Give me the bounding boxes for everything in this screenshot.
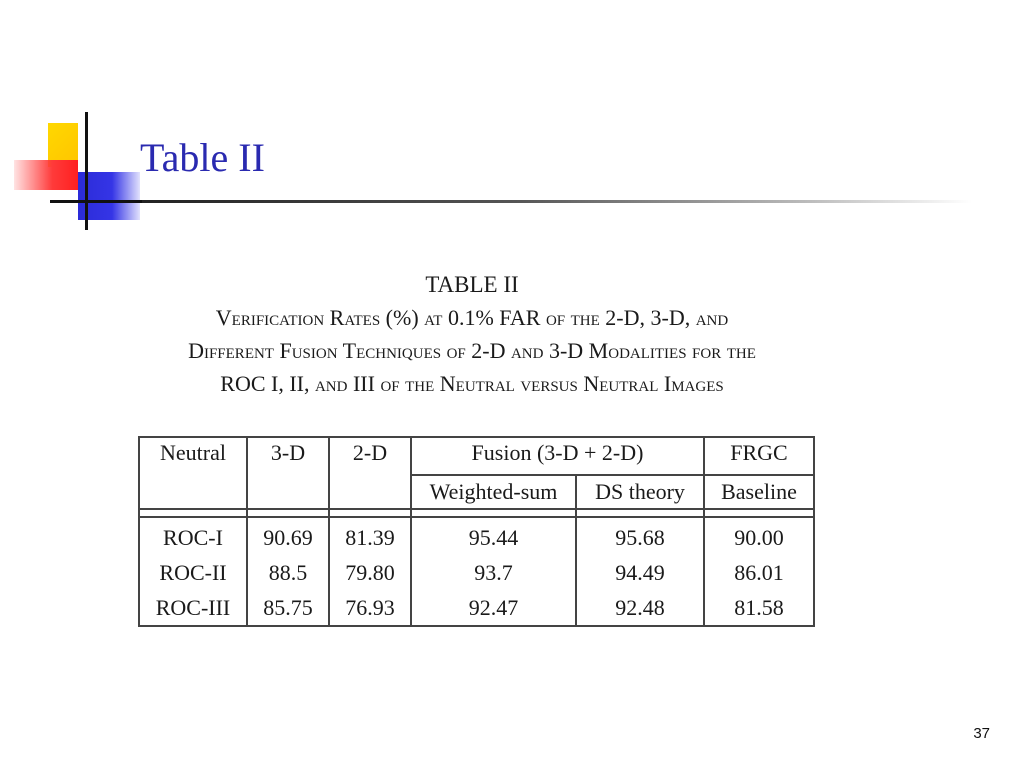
cell-ds-theory: 95.68 xyxy=(576,517,704,555)
header-2d: 2-D xyxy=(329,437,411,509)
row-label: ROC-I xyxy=(139,517,247,555)
cell-ds-theory: 92.48 xyxy=(576,590,704,626)
cell-3d: 88.5 xyxy=(247,555,329,590)
page-number: 37 xyxy=(973,725,990,742)
verification-rates-table xyxy=(138,436,815,627)
title-underline-rule xyxy=(142,200,972,203)
slide-logo-decoration xyxy=(0,0,150,240)
cell-baseline: 81.58 xyxy=(704,590,814,626)
row-label: ROC-II xyxy=(139,555,247,590)
cell-3d: 90.69 xyxy=(247,517,329,555)
table-row xyxy=(139,590,814,626)
header-3d: 3-D xyxy=(247,437,329,509)
header-baseline: Baseline xyxy=(704,475,814,509)
table-row xyxy=(139,555,814,590)
slide-title: Table II xyxy=(140,135,265,180)
cell-3d: 85.75 xyxy=(247,590,329,626)
cell-baseline: 86.01 xyxy=(704,555,814,590)
table-caption xyxy=(120,268,824,400)
table-header-gap xyxy=(139,509,814,517)
cell-2d: 76.93 xyxy=(329,590,411,626)
table-row xyxy=(139,517,814,555)
logo-vertical-line xyxy=(85,112,88,230)
cell-weighted-sum: 92.47 xyxy=(411,590,576,626)
cell-weighted-sum: 95.44 xyxy=(411,517,576,555)
cell-weighted-sum: 93.7 xyxy=(411,555,576,590)
logo-horizontal-line xyxy=(50,200,142,203)
table-caption-heading: TABLE II xyxy=(425,272,519,297)
table-caption-line-3: ROC I, II, and III of the Neutral versus Neutral Images xyxy=(220,371,724,396)
header-fusion: Fusion (3-D + 2-D) xyxy=(411,437,704,475)
header-ds-theory: DS theory xyxy=(576,475,704,509)
header-neutral: Neutral xyxy=(139,437,247,509)
table-header-row-1 xyxy=(139,437,814,475)
table-caption-line-2: Different Fusion Techniques of 2-D and 3-D Modalities for the xyxy=(188,338,756,363)
logo-red-square xyxy=(14,160,78,190)
header-frgc: FRGC xyxy=(704,437,814,475)
row-label: ROC-III xyxy=(139,590,247,626)
cell-ds-theory: 94.49 xyxy=(576,555,704,590)
table-caption-line-1: Verification Rates (%) at 0.1% FAR of the 2-D, 3-D, and xyxy=(215,305,729,330)
cell-2d: 81.39 xyxy=(329,517,411,555)
header-weighted-sum: Weighted-sum xyxy=(411,475,576,509)
cell-2d: 79.80 xyxy=(329,555,411,590)
cell-baseline: 90.00 xyxy=(704,517,814,555)
